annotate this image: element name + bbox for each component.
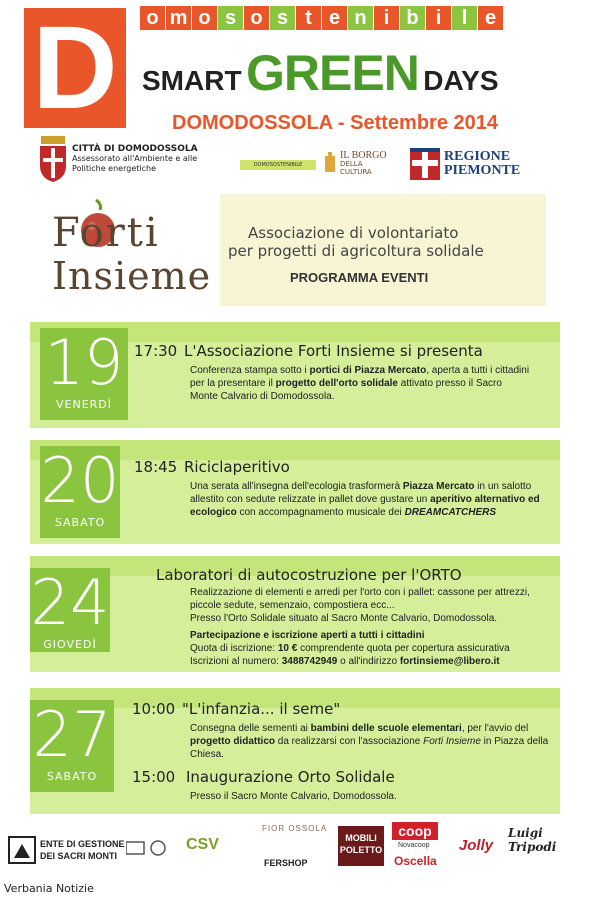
event-description	[190, 364, 550, 403]
novacoop-label: Novacoop	[398, 842, 430, 849]
event-title: Laboratori di autocostruzione per l'ORTO	[156, 566, 462, 584]
sacri-monti-icon	[8, 836, 36, 864]
mobili-poletto-logo	[338, 826, 384, 866]
event-title: L'Associazione Forti Insieme si presenta	[184, 342, 483, 360]
desc-italic: Forti Insieme	[423, 736, 481, 747]
desc-bold: Piazza Mercato	[402, 481, 475, 492]
event-day-number: 24	[30, 566, 110, 639]
desc-part: allestito con sedute relizzate in pallet dove gustare un	[190, 494, 431, 505]
event-time: 17:30	[134, 342, 178, 360]
desc-part: Monte Calvario di Domodossola.	[190, 391, 335, 402]
insieme-logo-text: Insieme	[52, 254, 212, 298]
luigi-tripodi-logo	[508, 826, 556, 854]
desc-part: comprendente quota per copertura assicurativa	[297, 643, 510, 654]
desc-part: Iscrizioni al numero:	[190, 656, 282, 667]
desc-bold: portici di Piazza Mercato	[309, 365, 427, 376]
desc-part: Realizzazione di elementi e arredi per l'orto con i pallet: cassone per attrezzi,	[190, 587, 530, 598]
email-address: fortinsieme@libero.it	[399, 656, 500, 667]
city-line2: Assessorato all'Ambiente e alle	[72, 154, 198, 163]
brand-letter: s	[218, 6, 243, 30]
event-subtitle	[142, 44, 542, 100]
band-name: DREAMCATCHERS	[404, 507, 497, 518]
event-weekday: GIOVEDÌ	[43, 638, 97, 651]
desc-part: Conferenza stampa sotto i	[190, 365, 310, 376]
desc-part: , per l'avvio del	[461, 723, 529, 734]
borgo-cultura-logo	[323, 152, 393, 176]
subtitle-green: GREEN	[246, 45, 419, 101]
event-time-2: 15:00	[132, 768, 176, 786]
program-title: PROGRAMMA EVENTI	[290, 270, 429, 285]
event-weekday: SABATO	[46, 770, 98, 783]
fershop-logo: FERSHOP	[264, 858, 308, 868]
event-day-box	[30, 568, 110, 652]
desc-part: Chiesa.	[190, 749, 224, 760]
coop-logo: coop	[392, 822, 438, 840]
borgo-line2: DELLA CULTURA	[340, 160, 372, 176]
borgo-line1: IL BORGO	[340, 150, 387, 161]
desc-part: in un salotto	[474, 481, 532, 492]
brand-letter: i	[426, 6, 451, 30]
desc-part: attivato presso il Sacro	[398, 378, 502, 389]
event-title: "L'infanzia... il seme"	[182, 700, 341, 718]
ente-line1: ENTE DI GESTIONE	[40, 839, 125, 849]
luigi-line1: Luigi	[508, 826, 543, 840]
subtitle-days: DAYS	[423, 65, 499, 96]
header-big-letter: D	[24, 8, 126, 128]
desc-part: Una serata all'insegna dell'ecologia trasformerà	[190, 481, 403, 492]
desc-bold: progetto didattico	[190, 736, 275, 747]
city-assessorato	[72, 144, 212, 174]
city-line3: Politiche energetiche	[72, 164, 156, 173]
desc-part: o all'indirizzo	[337, 656, 400, 667]
event-description	[190, 586, 550, 668]
regione-shield-icon	[410, 148, 440, 180]
brand-letter: o	[192, 6, 217, 30]
event-day-box	[30, 700, 114, 792]
event-day-number: 19	[44, 326, 124, 399]
brand-letter: e	[322, 6, 347, 30]
event-time: 10:00	[132, 700, 176, 718]
brand-letter: e	[478, 6, 503, 30]
brand-letter: l	[452, 6, 477, 30]
brand-letter: o	[140, 6, 165, 30]
regione-piemonte-logo	[410, 148, 530, 182]
mobili-line1: MOBILI	[345, 833, 377, 843]
desc-part: Consegna delle sementi ai	[190, 723, 311, 734]
regione-line2: PIEMONTE	[444, 163, 521, 178]
brand-letter: t	[296, 6, 321, 30]
event-description	[190, 480, 550, 519]
event-day-box	[40, 446, 120, 538]
event-day-number: 20	[40, 444, 120, 517]
event-description-2: Presso il Sacro Monte Calvario, Domodossola.	[190, 791, 397, 802]
watermark-source: Verbania Notizie	[4, 882, 94, 895]
brand-letter: n	[348, 6, 373, 30]
brand-letter: s	[270, 6, 295, 30]
event-title: Riciclaperitivo	[184, 458, 290, 476]
fior-ossola-logo: FIOR OSSOLA	[262, 824, 328, 833]
luigi-line2: Tripodi	[508, 840, 557, 854]
jolly-logo: Jolly	[458, 837, 494, 854]
desc-bold: progetto dell'orto solidale	[275, 378, 398, 389]
brand-letter: m	[166, 6, 191, 30]
event-description	[190, 722, 550, 761]
desc-part: piccole sedute, semenzaio, compostiera ecc...	[190, 600, 395, 611]
desc-bold: 10 €	[277, 643, 298, 654]
desc-bold: bambini delle scuole elementari	[310, 723, 462, 734]
desc-bold: ecologico	[190, 507, 237, 518]
phone-number: 3488742949	[281, 656, 338, 667]
brand-letter: b	[400, 6, 425, 30]
event-weekday: SABATO	[54, 516, 106, 529]
unesco-icon	[126, 840, 170, 856]
oscella-logo: Oscella	[394, 854, 437, 868]
desc-part: per la presentare il	[190, 378, 276, 389]
assoc-line2: per progetti di agricoltura solidale	[228, 242, 484, 260]
subtitle-smart: SMART	[142, 65, 242, 96]
csv-logo: CSV	[186, 836, 219, 853]
regione-line1: REGIONE	[444, 149, 511, 164]
brand-letter: i	[374, 6, 399, 30]
borgo-tower-icon	[323, 152, 337, 172]
brand-wordmark	[140, 6, 540, 36]
desc-part: Quota di iscrizione:	[190, 643, 278, 654]
event-day-box	[40, 328, 128, 420]
desc-part: con accompagnamento musicale dei	[236, 507, 405, 518]
event-day-number: 27	[32, 698, 112, 771]
desc-part: in Piazza della	[480, 736, 549, 747]
city-crest-icon	[38, 136, 68, 182]
assoc-line1: Associazione di volontariato	[248, 224, 459, 242]
desc-part: Presso l'Orto Solidale situato al Sacro Monte Calvario, Domodossola.	[190, 613, 498, 624]
city-date: DOMODOSSOLA - Settembre 2014	[172, 112, 499, 134]
city-name: CITTÀ DI DOMODOSSOLA	[72, 144, 198, 154]
brand-letter: o	[244, 6, 269, 30]
mobili-line2: POLETTO	[339, 845, 383, 855]
ente-line2: DEI SACRI MONTI	[40, 851, 118, 861]
event-time: 18:45	[134, 458, 178, 476]
desc-bold: Partecipazione e iscrizione aperti a tutti i cittadini	[190, 630, 425, 641]
event-title-2: Inaugurazione Orto Solidale	[186, 768, 395, 786]
desc-bold: aperitivo alternativo ed	[430, 494, 540, 505]
forti-logo-text: Forti	[52, 210, 160, 256]
desc-part: , aperta a tutti i cittadini	[426, 365, 530, 376]
event-weekday: VENERDÌ	[55, 398, 112, 411]
ente-sacri-monti	[40, 838, 125, 862]
desc-part: da realizzarsi con l'associazione	[275, 736, 424, 747]
domosostenibile-badge: DOMOSOSTENIBILE	[240, 160, 316, 170]
